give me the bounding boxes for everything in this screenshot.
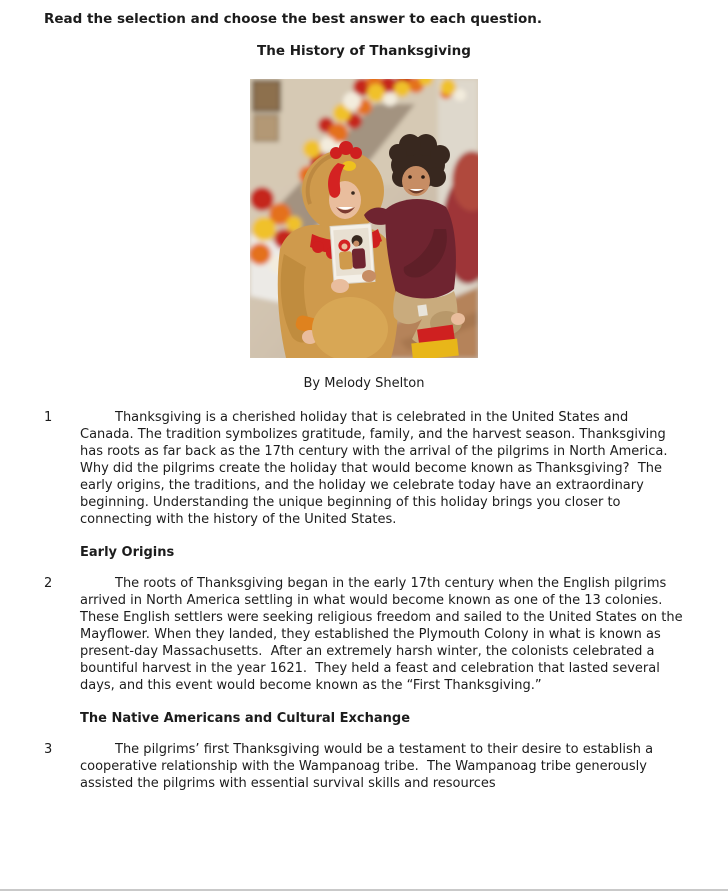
woman-hand-holding-card <box>331 279 349 293</box>
instruction-text: Read the selection and choose the best answer to each question. <box>44 11 542 27</box>
child-hand-on-card <box>362 270 376 282</box>
paragraph-text: Thanksgiving is a cherished holiday that is celebrated in the United States and Canada. The tradition symbolizes gratitude, family, and the harvest season. Thanksgiving has roots as far back as the 17th century with the arrival of the pilgrims in North America. Why did the pilgrims create the holiday that would become known as Thanksgiving? The early origins, the traditions, and the holiday we celebrate today have an extraordinary beginning. Understanding the unique beginning of this holiday brings you closer to connecting with the history of the United States. <box>80 410 676 527</box>
paragraph-number: 2 <box>44 576 53 591</box>
paragraph-text: The pilgrims’ first Thanksgiving would be a testament to their desire to establish a cooperative relationship with the Wampanoag tribe. The Wampanoag tribe generously assisted the pilgrims with essential survival skills and resources <box>80 742 658 791</box>
passage-body <box>44 409 687 808</box>
section-heading-early-origins: Early Origins <box>80 545 175 560</box>
wall-frame <box>253 81 280 111</box>
passage-title: The History of Thanksgiving <box>257 43 471 59</box>
costume-belly <box>312 297 388 358</box>
pants-tag <box>417 304 427 316</box>
woman-hand-supporting-child <box>451 313 465 325</box>
paragraph-3 <box>44 741 684 792</box>
passage-photo <box>250 79 478 358</box>
byline: By Melody Shelton <box>303 376 425 391</box>
paragraph-text: The roots of Thanksgiving began in the early 17th century when the English pilgrims arrived in North America settling in what would become known as one of the 13 colonies. These English settlers were seeking religious freedom and sailed to the United States on the Mayflower. When they landed, they established the Plymouth Colony in what is known as present-day Massachusetts. After an extremely harsh winter, the colonists celebrated a bountiful harvest in the year 1621. They held a feast and celebration that lasted several days, and this event would become known as the “First Thanksgiving.” <box>80 576 687 693</box>
paragraph-number: 1 <box>44 410 53 425</box>
turkey-costume-photo-illustration <box>250 79 478 358</box>
wall-frame <box>254 115 278 141</box>
footer-divider <box>0 889 728 891</box>
paragraph-number: 3 <box>44 742 53 757</box>
section-heading-native-americans: The Native Americans and Cultural Exchange <box>80 711 411 726</box>
paragraph-2 <box>44 575 687 694</box>
child-shirt <box>385 199 455 299</box>
paragraph-1 <box>44 409 684 528</box>
